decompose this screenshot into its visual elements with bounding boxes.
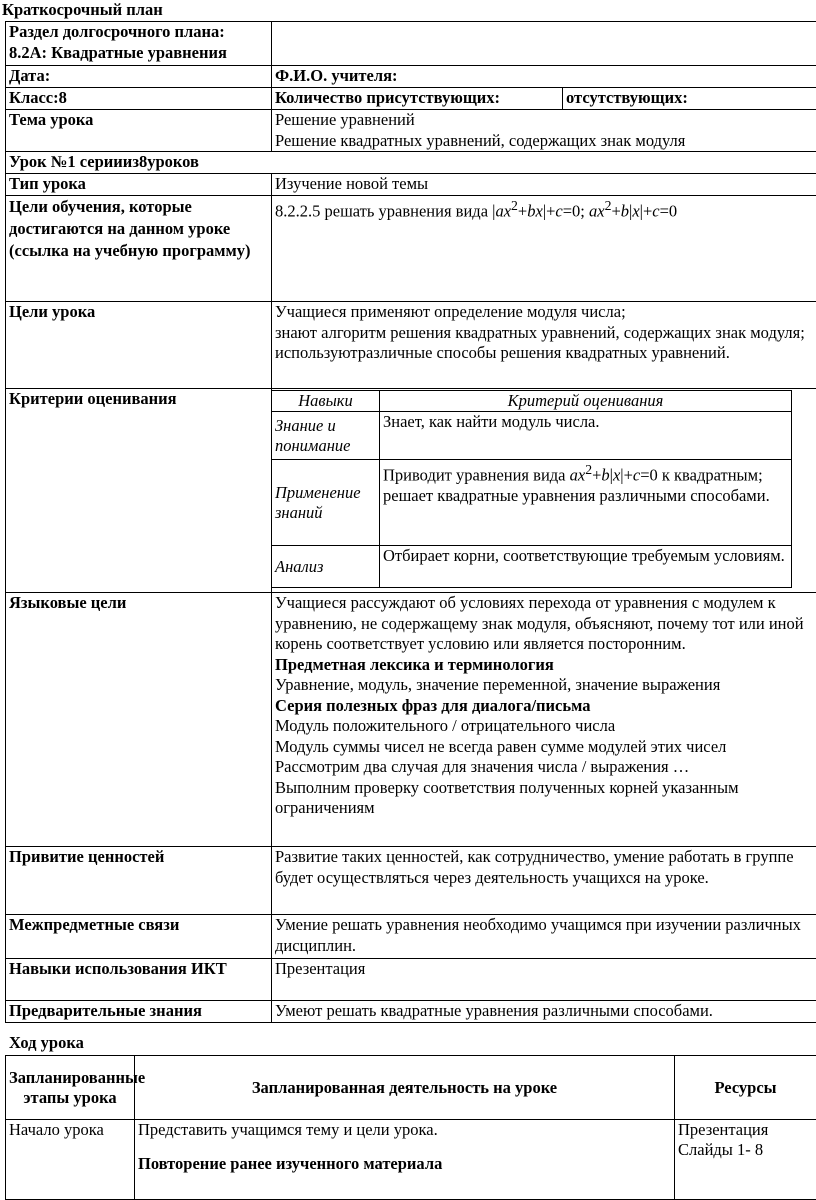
topic-cell bbox=[272, 110, 816, 152]
criteria-text: решает квадратные уравнения различными способами. bbox=[383, 486, 788, 506]
lesson-goal-line: используютразличные способы решения квадратных уравнений. bbox=[275, 343, 813, 364]
eq-exponent: 2 bbox=[585, 462, 592, 477]
lesson-type-label: Тип урока bbox=[6, 174, 272, 196]
criteria-row-1 bbox=[272, 412, 792, 460]
criteria-table bbox=[271, 390, 792, 588]
eq-term: x bbox=[613, 466, 620, 485]
cross-links-row bbox=[6, 915, 816, 959]
values-text: Развитие таких ценностей, как сотрудничество, умение работать в группе будет осуществляться через деятельность учащихся на уроке. bbox=[272, 847, 816, 915]
language-goals-row bbox=[6, 593, 816, 847]
plan-col-activity: Запланированная деятельность на уроке bbox=[135, 1056, 675, 1120]
values-label: Привитие ценностей bbox=[6, 847, 272, 915]
eq-term: | bbox=[629, 202, 632, 221]
learning-goal-text: 8.2.2.5 решать уравнения вида | bbox=[275, 202, 495, 221]
lesson-number-row bbox=[6, 152, 816, 174]
eq-term: =0; bbox=[563, 202, 589, 221]
criteria-header-row bbox=[272, 391, 792, 412]
absent-label: отсутствующих: bbox=[563, 88, 816, 110]
lesson-goal-line: Учащиеся применяют определение модуля числа; bbox=[275, 302, 813, 323]
learning-goals-label: Цели обучения, которые достигаются на данном уроке (ссылка на учебную программу) bbox=[6, 196, 272, 302]
plan-col-stage: Запланированные этапы урока bbox=[6, 1056, 135, 1120]
eq-term: c bbox=[633, 466, 640, 485]
eq-term: |+ bbox=[620, 466, 633, 485]
cross-links-label: Межпредметные связи bbox=[6, 915, 272, 959]
plan-resource: Слайды 1- 8 bbox=[678, 1140, 813, 1160]
phrases-heading: Серия полезных фраз для диалога/письма bbox=[275, 696, 813, 717]
lesson-goals-row bbox=[6, 302, 816, 389]
date-label: Дата: bbox=[6, 66, 272, 88]
lesson-number: Урок №1 сериииз8уроков bbox=[6, 152, 816, 174]
section-value: 8.2А: Квадратные уравнения bbox=[9, 43, 268, 64]
topic-label: Тема урока bbox=[6, 110, 272, 152]
lesson-plan-table bbox=[5, 21, 816, 1023]
eq-term: |+ bbox=[640, 202, 653, 221]
criteria-label: Критерии оценивания bbox=[6, 389, 272, 593]
eq-term: c bbox=[652, 202, 659, 221]
phrase-item: Модуль суммы чисел не всегда равен сумме модулей этих чисел bbox=[275, 737, 813, 758]
lesson-goals-cell bbox=[272, 302, 816, 389]
eq-term: + bbox=[592, 466, 601, 485]
eq-term: b bbox=[621, 202, 629, 221]
criteria-skill: Знание и понимание bbox=[272, 412, 380, 460]
language-intro: Учащиеся рассуждают об условиях перехода от уравнения с модулем к уравнению, не содержащему знак модуля, объясняют, почему тот или иной корень соответствует условию или является посторонним. bbox=[275, 593, 813, 655]
topic-line-2: Решение квадратных уравнений, содержащих знак модуля bbox=[275, 131, 813, 152]
plan-row bbox=[6, 1120, 816, 1200]
lesson-goals-label: Цели урока bbox=[6, 302, 272, 389]
lesson-goal-line: знают алгоритм решения квадратных уравнений, содержащих знак модуля; bbox=[275, 323, 813, 344]
section-label: Раздел долгосрочного плана: bbox=[9, 22, 268, 43]
section-row bbox=[6, 22, 816, 66]
criteria-text: Знает, как найти модуль числа. bbox=[380, 412, 792, 460]
class-row bbox=[6, 88, 816, 110]
teacher-label: Ф.И.О. учителя: bbox=[272, 66, 816, 88]
lesson-type-row bbox=[6, 174, 816, 196]
ict-label: Навыки использования ИКТ bbox=[6, 959, 272, 1001]
eq-term: ax bbox=[570, 466, 586, 485]
prior-row bbox=[6, 1001, 816, 1023]
learning-goals-cell bbox=[272, 196, 816, 302]
lesson-type-value: Изучение новой темы bbox=[272, 174, 816, 196]
plan-activity-cell bbox=[135, 1120, 675, 1200]
eq-term: ax bbox=[495, 202, 511, 221]
prior-label: Предварительные знания bbox=[6, 1001, 272, 1023]
criteria-row-3 bbox=[272, 546, 792, 588]
criteria-row bbox=[6, 389, 816, 593]
plan-resources-cell bbox=[675, 1120, 816, 1200]
plan-activity-bold: Повторение ранее изученного материала bbox=[138, 1154, 671, 1174]
eq-term: x bbox=[632, 202, 639, 221]
eq-exponent: 2 bbox=[511, 198, 518, 213]
progress-heading: Ход урока bbox=[9, 1033, 84, 1053]
present-label: Количество присутствующих: bbox=[272, 88, 563, 110]
eq-term: |+ bbox=[543, 202, 556, 221]
lesson-progress-table bbox=[5, 1055, 816, 1200]
topic-line-1: Решение уравнений bbox=[275, 110, 813, 131]
plan-activity: Представить учащимся тему и цели урока. bbox=[138, 1120, 671, 1140]
criteria-row-2 bbox=[272, 460, 792, 546]
eq-term: + bbox=[518, 202, 527, 221]
plan-header-row bbox=[6, 1056, 816, 1120]
document-title: Краткосрочный план bbox=[2, 0, 163, 20]
eq-term: ax bbox=[589, 202, 605, 221]
phrase-item: Модуль положительного / отрицательного числа bbox=[275, 716, 813, 737]
eq-term: b bbox=[601, 466, 609, 485]
learning-goals-row bbox=[6, 196, 816, 302]
criteria-skill: Анализ bbox=[272, 546, 380, 588]
ict-value: Презентация bbox=[272, 959, 816, 1001]
plan-resource: Презентация bbox=[678, 1120, 813, 1140]
plan-col-resources: Ресурсы bbox=[675, 1056, 816, 1120]
values-row bbox=[6, 847, 816, 915]
vocab-text: Уравнение, модуль, значение переменной, значение выражения bbox=[275, 675, 813, 696]
topic-row bbox=[6, 110, 816, 152]
section-empty bbox=[272, 22, 816, 66]
eq-term: =0 bbox=[660, 202, 678, 221]
eq-term: bx bbox=[527, 202, 543, 221]
ict-row bbox=[6, 959, 816, 1001]
criteria-text-cell bbox=[380, 460, 792, 546]
eq-term: | bbox=[610, 466, 613, 485]
cross-links-text: Умение решать уравнения необходимо учащимся при изучении различных дисциплин. bbox=[272, 915, 816, 959]
criteria-col-criteria: Критерий оценивания bbox=[380, 391, 792, 412]
criteria-text: Приводит уравнения вида bbox=[383, 466, 570, 485]
date-row bbox=[6, 66, 816, 88]
eq-term: + bbox=[611, 202, 620, 221]
criteria-col-skills: Навыки bbox=[272, 391, 380, 412]
prior-value: Умеют решать квадратные уравнения различными способами. bbox=[272, 1001, 816, 1023]
phrase-item: Рассмотрим два случая для значения числа / выражения … bbox=[275, 757, 813, 778]
plan-stage: Начало урока bbox=[6, 1120, 135, 1200]
section-cell bbox=[6, 22, 272, 66]
eq-exponent: 2 bbox=[605, 198, 612, 213]
phrase-item: Выполним проверку соответствия полученных корней указанным ограничениям bbox=[275, 778, 813, 819]
class-label: Класс:8 bbox=[6, 88, 272, 110]
language-goals-label: Языковые цели bbox=[6, 593, 272, 847]
vocab-heading: Предметная лексика и терминология bbox=[275, 655, 813, 676]
eq-term: c bbox=[555, 202, 562, 221]
criteria-cell bbox=[272, 389, 816, 593]
criteria-text: Отбирает корни, соответствующие требуемым условиям. bbox=[380, 546, 792, 588]
language-goals-cell bbox=[272, 593, 816, 847]
criteria-skill: Применение знаний bbox=[272, 460, 380, 546]
criteria-text: =0 к квадратным; bbox=[640, 466, 762, 485]
